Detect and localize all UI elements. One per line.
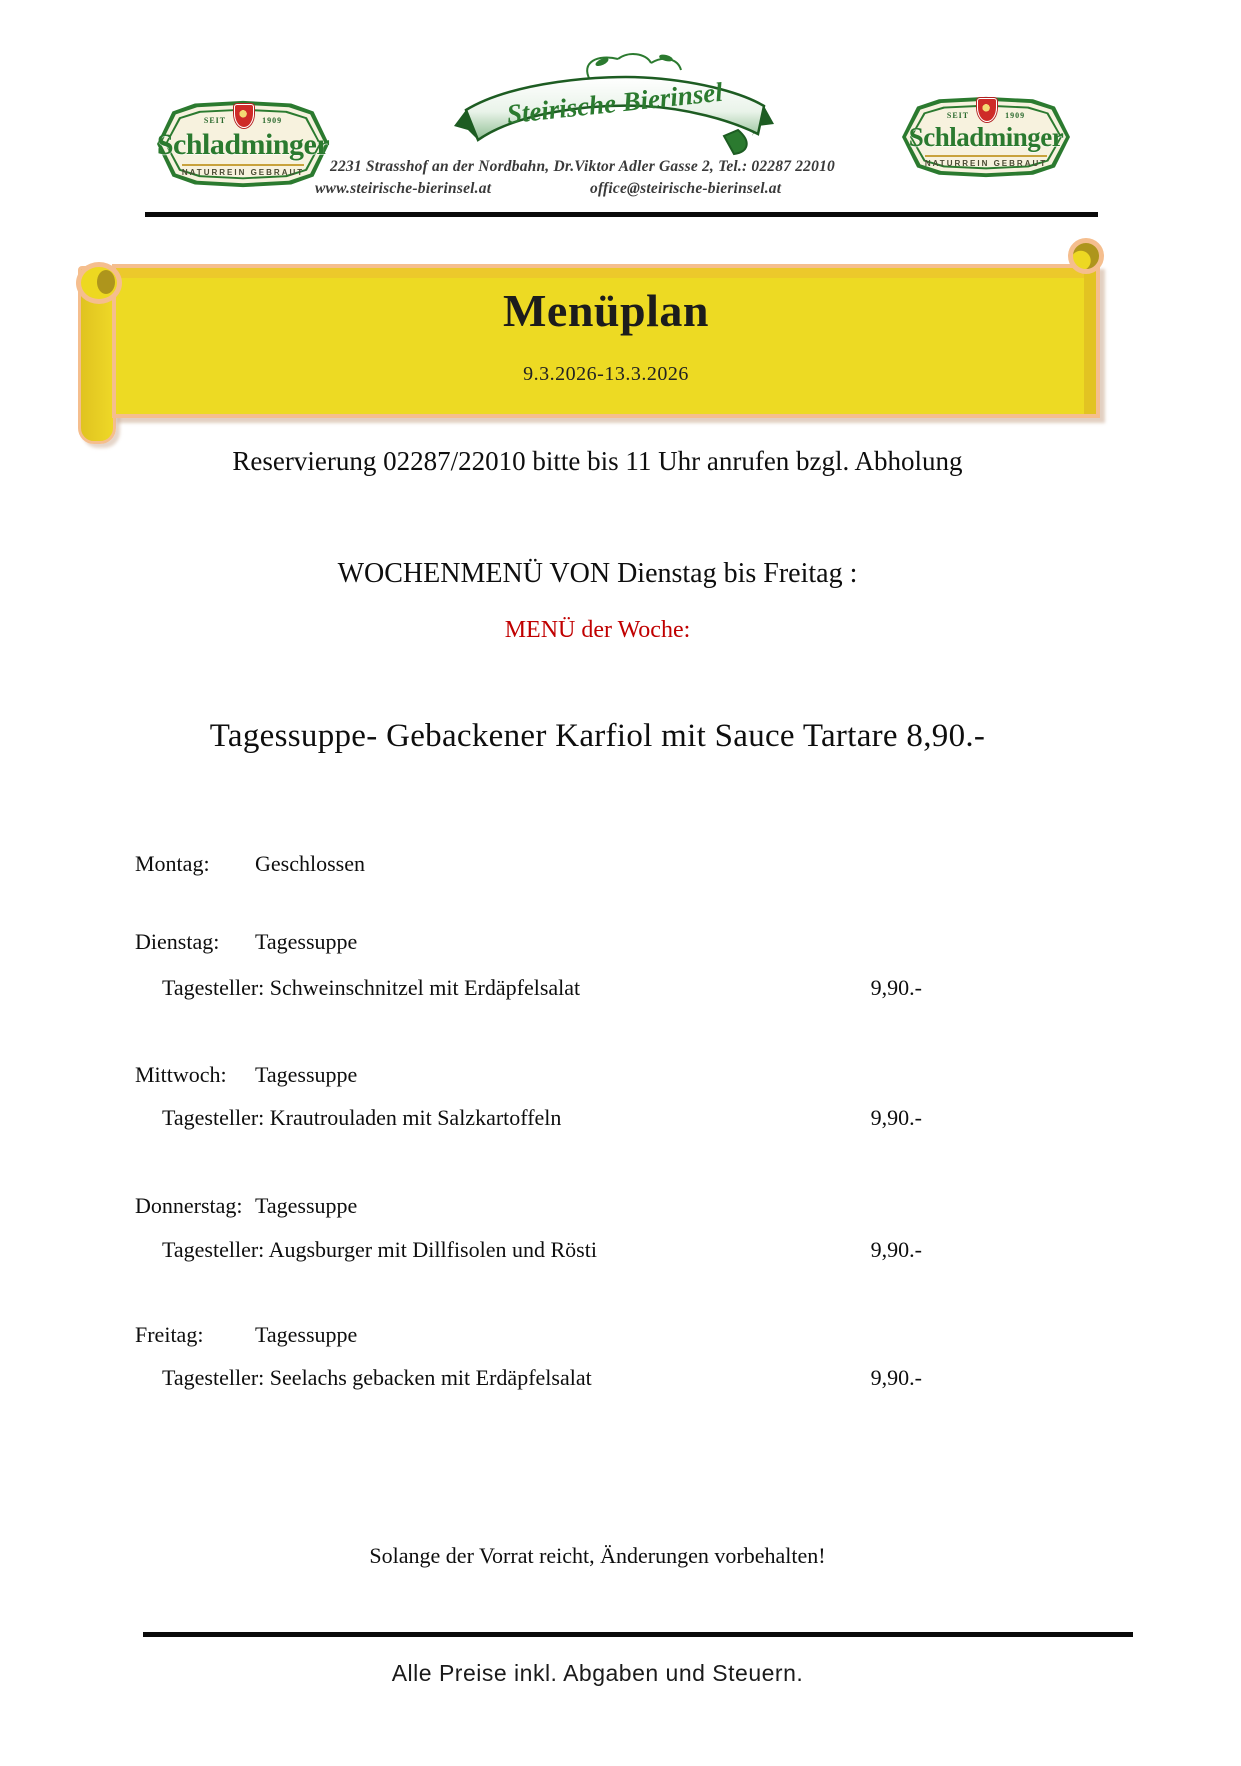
day-row-mittwoch (135, 1062, 357, 1088)
dish-text: Tagesteller: Augsburger mit Dillfisolen und Rösti (162, 1237, 597, 1262)
day-row-donnerstag (135, 1193, 357, 1219)
seit-year: 1909 (262, 116, 283, 125)
scroll-curl-right-icon (1068, 238, 1104, 274)
dish-row-dienstag (162, 975, 922, 1001)
seit-label: SEIT (203, 116, 227, 125)
email-text: office@steirische-bierinsel.at (590, 180, 782, 197)
reservation-note: Reservierung 02287/22010 bitte bis 11 Uhr anrufen bzgl. Abholung (232, 446, 963, 476)
brand-name: Schladminger (156, 127, 330, 161)
day-row-dienstag (135, 929, 357, 955)
seit-year: 1909 (1005, 110, 1026, 120)
scroll-curl-left-icon (76, 262, 122, 304)
menu-of-week-item: Tagessuppe- Gebackener Karfiol mit Sauce Tartare 8,90.- (209, 718, 986, 754)
menu-banner (112, 264, 1100, 418)
day-item: Geschlossen (255, 851, 365, 876)
seit-label: SEIT (946, 110, 970, 120)
day-name: Freitag: (135, 1322, 204, 1347)
day-row-montag (135, 851, 365, 877)
day-item: Tagessuppe (255, 929, 358, 954)
banner-title: Menüplan (503, 285, 709, 336)
day-name: Donnerstag: (135, 1193, 243, 1218)
dish-row-freitag (162, 1365, 922, 1391)
center-brand-name: Steirische Bierinsel (505, 76, 725, 130)
dish-text: Tagesteller: Krautrouladen mit Salzkartoffeln (162, 1105, 562, 1130)
schladminger-logo-right (902, 96, 1070, 178)
brand-tagline: NATURREIN GEBRAUT (925, 155, 1047, 168)
day-row-freitag (135, 1322, 357, 1348)
banner-date-range: 9.3.2026-13.3.2026 (523, 363, 689, 385)
website-text: www.steirische-bierinsel.at (315, 180, 492, 197)
day-name: Montag: (135, 851, 210, 876)
dish-text: Tagesteller: Schweinschnitzel mit Erdäpfelsalat (162, 975, 581, 1000)
week-menu-heading: WOCHENMENÜ VON Dienstag bis Freitag : (337, 558, 858, 589)
menu-of-week-label: MENÜ der Woche: (504, 617, 691, 643)
header-divider (145, 212, 1098, 217)
day-item: Tagessuppe (255, 1193, 358, 1218)
dish-price: 9,90.- (870, 1365, 922, 1390)
day-name: Dienstag: (135, 929, 220, 954)
brand-tagline: NATURREIN GEBRAUT (182, 164, 304, 177)
day-item: Tagessuppe (255, 1062, 358, 1087)
schladminger-crest-icon (977, 98, 997, 122)
bierinsel-ribbon-icon (452, 50, 777, 158)
dish-row-mittwoch (162, 1105, 922, 1131)
day-name: Mittwoch: (135, 1062, 227, 1087)
dish-price: 9,90.- (870, 1105, 922, 1130)
address-line: 2231 Strasshof an der Nordbahn, Dr.Viktor Adler Gasse 2, Tel.: 02287 22010 (330, 158, 835, 175)
dish-row-donnerstag (162, 1237, 922, 1263)
schladminger-crest-icon (234, 104, 254, 128)
price-note: Alle Preise inkl. Abgaben und Steuern. (391, 1660, 804, 1686)
footer-divider (143, 1632, 1133, 1637)
brand-name: Schladminger (908, 122, 1064, 152)
day-item: Tagessuppe (255, 1322, 358, 1347)
dish-price: 9,90.- (870, 1237, 922, 1262)
dish-text: Tagesteller: Seelachs gebacken mit Erdäpfelsalat (162, 1365, 592, 1390)
dish-price: 9,90.- (870, 975, 922, 1000)
availability-note: Solange der Vorrat reicht, Änderungen vorbehalten! (369, 1543, 826, 1568)
